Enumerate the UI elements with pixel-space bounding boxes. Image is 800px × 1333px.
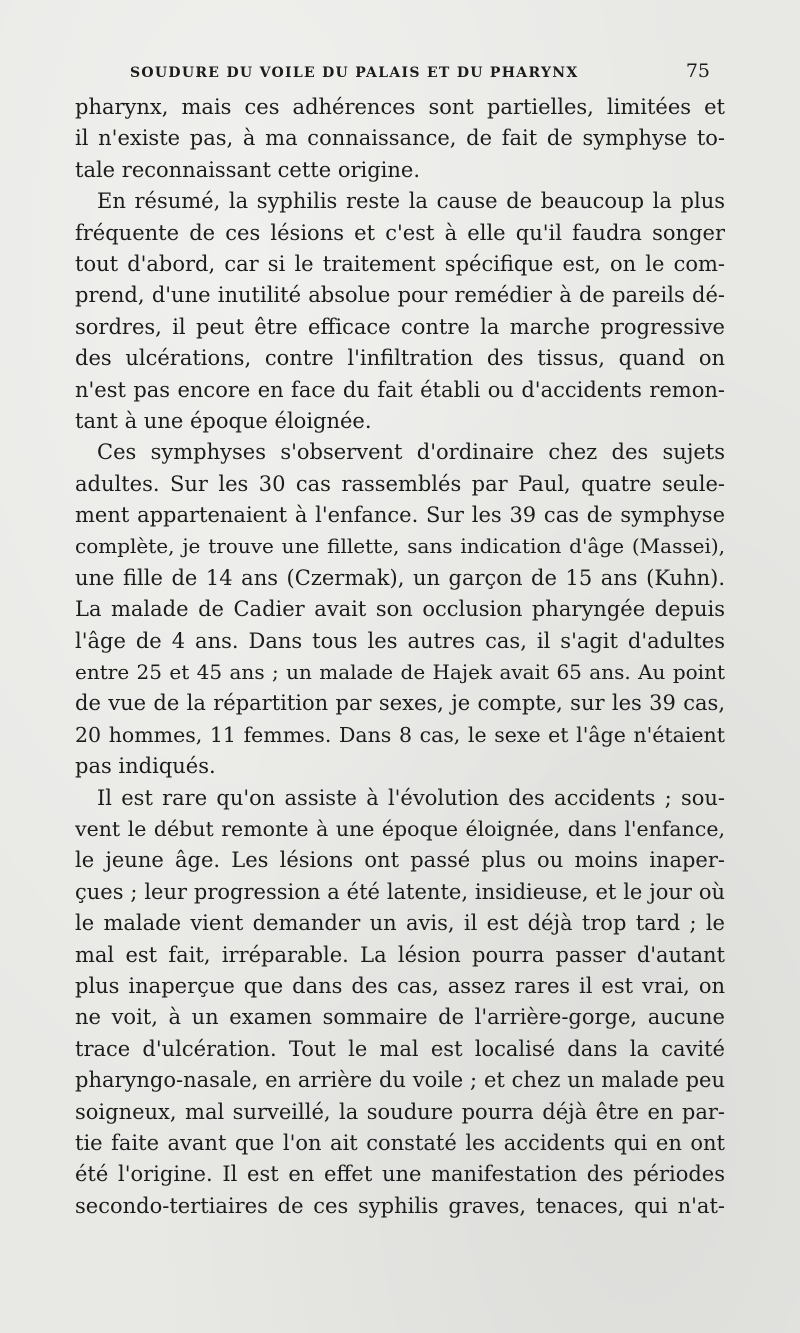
- text-line: pharynx, mais ces adhérences sont partielles, limitées et: [75, 95, 725, 119]
- text-line: tant à une époque éloignée.: [75, 408, 372, 433]
- text-line: çues ; leur progression a été latente, insidieuse, et le jour où: [75, 879, 725, 904]
- text-line: le malade vient demander un avis, il est déjà trop tard ; le: [75, 911, 725, 936]
- text-line: secondo-tertiaires de ces syphilis graves, tenaces, qui n'at-: [75, 1193, 725, 1218]
- text-line: trace d'ulcération. Tout le mal est localisé dans la cavité: [75, 1036, 725, 1061]
- text-line: tout d'abord, car si le traitement spécifique est, on le com-: [75, 251, 725, 276]
- text-line: une fille de 14 ans (Czermak), un garçon de 15 ans (Kuhn).: [75, 565, 725, 590]
- text-line: Ces symphyses s'observent d'ordinaire chez des sujets: [97, 440, 725, 465]
- text-line: le jeune âge. Les lésions ont passé plus ou moins inaper-: [75, 848, 725, 873]
- text-line: tale reconnaissant cette origine.: [75, 157, 421, 182]
- text-line: complète, je trouve une fillette, sans indication d'âge (Massei),: [75, 534, 725, 559]
- body-text: [75, 92, 725, 1222]
- text-line: n'est pas encore en face du fait établi ou d'accidents remon-: [75, 377, 725, 402]
- text-line: soigneux, mal surveillé, la soudure pourra déjà être en par-: [75, 1099, 725, 1124]
- text-line: tie faite avant que l'on ait constaté les accidents qui en ont: [75, 1130, 725, 1155]
- running-header: [130, 60, 710, 84]
- text-line: ne voit, à un examen sommaire de l'arrière-gorge, aucune: [75, 1005, 725, 1030]
- running-title: SOUDURE DU VOILE DU PALAIS ET DU PHARYNX: [130, 65, 579, 81]
- text-line: entre 25 et 45 ans ; un malade de Hajek avait 65 ans. Au point: [75, 660, 725, 685]
- text-line: plus inaperçue que dans des cas, assez rares il est vrai, on: [75, 973, 725, 998]
- text-line: La malade de Cadier avait son occlusion pharyngée depuis: [75, 597, 725, 622]
- text-line: de vue de la répartition par sexes, je compte, sur les 39 cas,: [75, 691, 725, 716]
- text-line: l'âge de 4 ans. Dans tous les autres cas, il s'agit d'adultes: [75, 628, 725, 653]
- text-line: vent le début remonte à une époque éloignée, dans l'enfance,: [75, 816, 725, 841]
- text-line: Il est rare qu'on assiste à l'évolution des accidents ; sou-: [97, 785, 725, 810]
- text-line: pas indiqués.: [75, 754, 216, 779]
- text-line: ment appartenaient à l'enfance. Sur les 39 cas de symphyse: [75, 503, 725, 528]
- text-line: sordres, il peut être efficace contre la marche progressive: [75, 314, 725, 339]
- text-line: adultes. Sur les 30 cas rassemblés par Paul, quatre seule-: [75, 471, 725, 496]
- page-number: 75: [685, 60, 710, 82]
- text-line: été l'origine. Il est en effet une manifestation des périodes: [75, 1162, 725, 1187]
- text-line: En résumé, la syphilis reste la cause de beaucoup la plus: [97, 189, 725, 214]
- text-line: 20 hommes, 11 femmes. Dans 8 cas, le sexe et l'âge n'étaient: [75, 722, 725, 747]
- text-line: prend, d'une inutilité absolue pour remédier à de pareils dé-: [75, 283, 725, 308]
- text-line: fréquente de ces lésions et c'est à elle qu'il faudra songer: [75, 220, 725, 245]
- text-line: il n'existe pas, à ma connaissance, de fait de symphyse to-: [75, 126, 725, 151]
- text-line: pharyngo-nasale, en arrière du voile ; et chez un malade peu: [75, 1068, 725, 1093]
- text-line: mal est fait, irréparable. La lésion pourra passer d'autant: [75, 942, 725, 967]
- text-line: des ulcérations, contre l'infiltration des tissus, quand on: [75, 346, 725, 371]
